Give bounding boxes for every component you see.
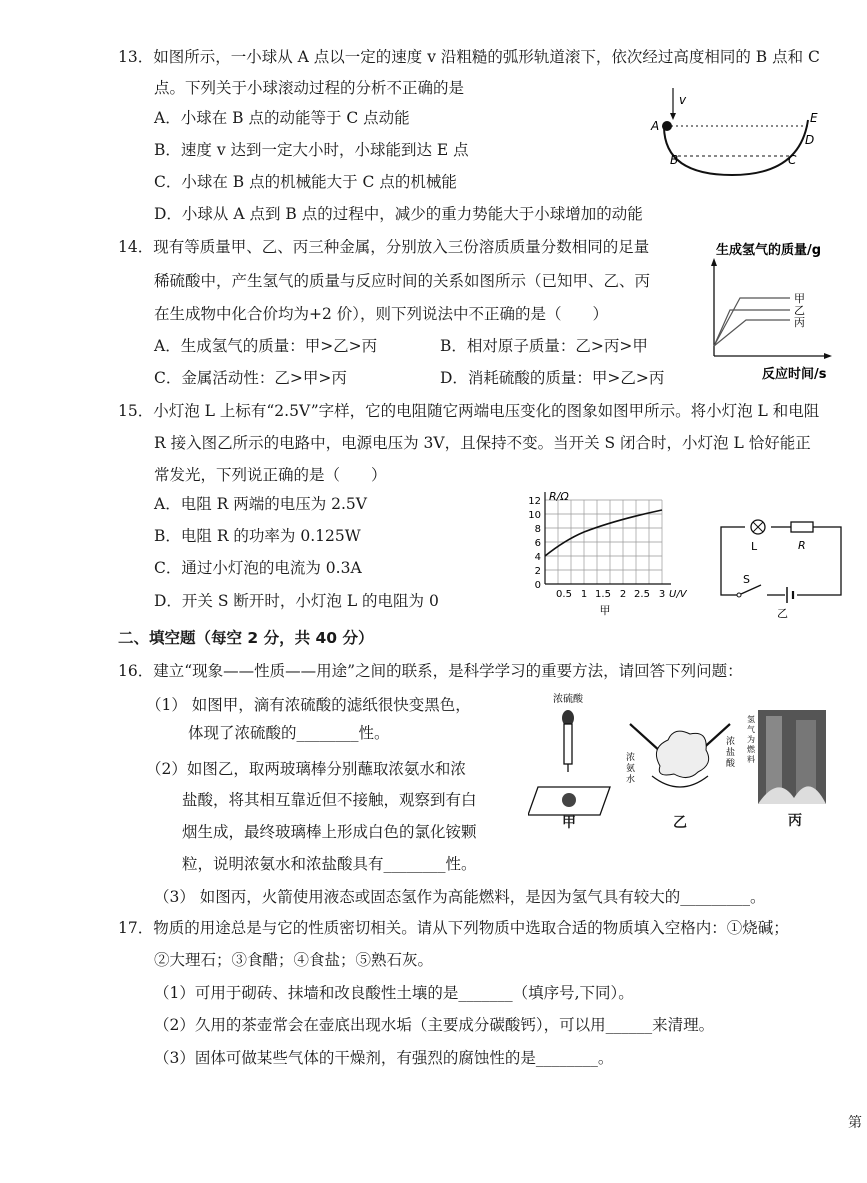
- q16-caption-bing: 丙: [788, 813, 802, 829]
- q15-option-a: A．电阻 R 两端的电压为 2.5V: [154, 495, 367, 513]
- q14-stem-line3: 在生成物中化合价均为+2 价），则下列说法中不正确的是（ ）: [154, 305, 609, 323]
- q16-part1-line1: （1） 如图甲，滴有浓硫酸的滤纸很快变黑色，: [146, 696, 471, 714]
- q16-part3: （3） 如图丙，火箭使用液态或固态氢作为高能燃料，是因为氢气具有较大的_________。: [154, 888, 766, 906]
- q13-track-figure: [650, 80, 820, 190]
- resistor-icon: [791, 522, 813, 532]
- q16-part1-line2: 体现了浓硫酸的________性。: [188, 724, 390, 742]
- q15-xtick: 3: [658, 589, 666, 600]
- q14-hydrogen-graph: [700, 236, 850, 386]
- q13-label-b: B: [670, 153, 679, 167]
- q15-ytick: 4: [534, 552, 541, 563]
- q16-caption-yi: 乙: [673, 815, 687, 831]
- q14-series-yi: 乙: [794, 304, 805, 317]
- q15-stem-line1: 15．小灯泡 L 上标有“2.5V”字样，它的电阻随它两端电压变化的图象如图甲所示。将小灯泡 L 和电阻: [118, 402, 820, 420]
- page-number-fragment: 第: [848, 1115, 862, 1131]
- q13-label-c: C: [788, 153, 797, 167]
- q15-option-b: B．电阻 R 的功率为 0.125W: [154, 527, 361, 545]
- q15-graph-ylabel: R/Ω: [549, 490, 569, 503]
- q14-graph-xlabel: 反应时间/s: [762, 367, 827, 382]
- q15-ytick: 2: [534, 566, 541, 577]
- q17-part1: （1）可用于砌砖、抹墙和改良酸性土壤的是_______（填序号,下同）。: [154, 984, 634, 1002]
- q17-part2: （2）久用的茶壶常会在壶底出现水垢（主要成分碳酸钙），可以用______来清理。: [154, 1016, 715, 1034]
- q13-option-c: C．小球在 B 点的机械能大于 C 点的机械能: [154, 173, 457, 191]
- q15-xtick: 2: [619, 589, 627, 600]
- q17-stem-line2: ②大理石；③食醋；④食盐；⑤熟石灰。: [154, 951, 434, 969]
- q15-ytick: 12: [528, 496, 541, 507]
- q16-fig-yi-left: 浓氨水: [626, 753, 636, 785]
- q15-ytick: 8: [534, 524, 541, 535]
- q15-graph-caption: 甲: [599, 604, 611, 617]
- q16-fig-yi-right: 浓盐酸: [726, 737, 736, 769]
- q13-label-v: v: [679, 93, 687, 107]
- q15-circuit-label-r: R: [798, 539, 806, 552]
- q14-stem-line1: 14．现有等质量甲、乙、丙三种金属，分别放入三份溶质质量分数相同的足量: [118, 238, 650, 256]
- q15-stem-line2: R 接入图乙所示的电路中，电源电压为 3V，且保持不变。当开关 S 闭合时，小灯泡 L 恰好能正: [154, 434, 811, 452]
- q15-circuit-caption: 乙: [777, 607, 788, 620]
- q13-option-d: D．小球从 A 点到 B 点的过程中，减少的重力势能大于小球增加的动能: [154, 205, 643, 223]
- q14-option-c: C．金属活动性：乙>甲>丙: [154, 369, 347, 387]
- q16-fig-bing-label: 氢气为燃料: [747, 715, 755, 764]
- section-two-heading: 二、填空题（每空 2 分，共 40 分）: [118, 629, 374, 647]
- q14-series-jia: 甲: [794, 292, 805, 305]
- ball-icon: [662, 121, 672, 131]
- q13-stem-line2: 点。下列关于小球滚动过程的分析不正确的是: [154, 79, 465, 97]
- q16-part2-line4: 粒，说明浓氨水和浓盐酸具有________性。: [182, 855, 477, 873]
- q15-option-c: C．通过小灯泡的电流为 0.3A: [154, 559, 362, 577]
- q15-xtick: 0.5: [556, 589, 572, 600]
- q15-circuit-label-s: S: [743, 573, 750, 586]
- q16-part2-line3: 烟生成，最终玻璃棒上形成白色的氯化铵颗: [182, 823, 477, 841]
- q13-option-a: A．小球在 B 点的动能等于 C 点动能: [154, 109, 410, 127]
- q16-part2-line1: （2）如图乙，取两玻璃棒分别蘸取浓氨水和浓: [146, 760, 466, 778]
- q15-stem-line3: 常发光，下列说正确的是（ ）: [154, 466, 387, 484]
- q15-ytick: 10: [528, 510, 541, 521]
- q13-stem-line1: 13．如图所示，一小球从 A 点以一定的速度 v 沿粗糙的弧形轨道滚下，依次经过高度相同的 B 点和 C: [118, 48, 820, 66]
- q15-xtick: 2.5: [634, 589, 650, 600]
- q15-circuit-diagram: [715, 505, 855, 620]
- q16-stem: 16．建立“现象——性质——用途”之间的联系，是科学学习的重要方法，请回答下列问题：: [118, 662, 743, 680]
- q16-figure-bing: [742, 708, 830, 808]
- q15-circuit-label-l: L: [751, 540, 758, 553]
- q15-option-d: D．开关 S 断开时，小灯泡 L 的电阻为 0: [154, 592, 439, 610]
- q16-figure-jia: [528, 690, 618, 825]
- q14-stem-line2: 稀硫酸中，产生氢气的质量与反应时间的关系如图所示（已知甲、乙、丙: [154, 272, 651, 290]
- q14-series-bing: 丙: [794, 316, 805, 329]
- q16-figure-yi: [622, 716, 738, 811]
- q14-graph-ylabel: 生成氢气的质量/g: [716, 243, 822, 258]
- q17-stem-line1: 17．物质的用途总是与它的性质密切相关。请从下列物质中选取合适的物质填入空格内：①烧碱；: [118, 919, 789, 937]
- q16-part2-line2: 盐酸，将其相互靠近但不接触，观察到有白: [182, 791, 477, 809]
- q14-option-a: A．生成氢气的质量：甲>乙>丙: [154, 337, 378, 355]
- q16-caption-jia: 甲: [562, 815, 576, 831]
- q13-label-e: E: [810, 111, 818, 125]
- smoke-icon: [656, 731, 708, 777]
- q17-part3: （3）固体可做某些气体的干燥剂，有强烈的腐蚀性的是________。: [154, 1049, 614, 1067]
- q15-xtick: 1.5: [595, 589, 611, 600]
- q13-label-a: A: [651, 119, 660, 133]
- q13-label-d: D: [805, 133, 815, 147]
- q15-xtick: 1: [580, 589, 588, 600]
- q15-ytick: 0: [534, 580, 541, 591]
- q16-fig-jia-label: 浓硫酸: [553, 694, 583, 705]
- q13-option-b: B．速度 v 达到一定大小时，小球能到达 E 点: [154, 141, 469, 159]
- q14-option-d: D．消耗硫酸的质量：甲>乙>丙: [440, 369, 665, 387]
- q15-ytick: 6: [534, 538, 541, 549]
- q15-resistance-graph: [525, 490, 705, 620]
- q14-option-b: B．相对原子质量：乙>丙>甲: [440, 337, 648, 355]
- q15-graph-xlabel: U/V: [669, 589, 687, 600]
